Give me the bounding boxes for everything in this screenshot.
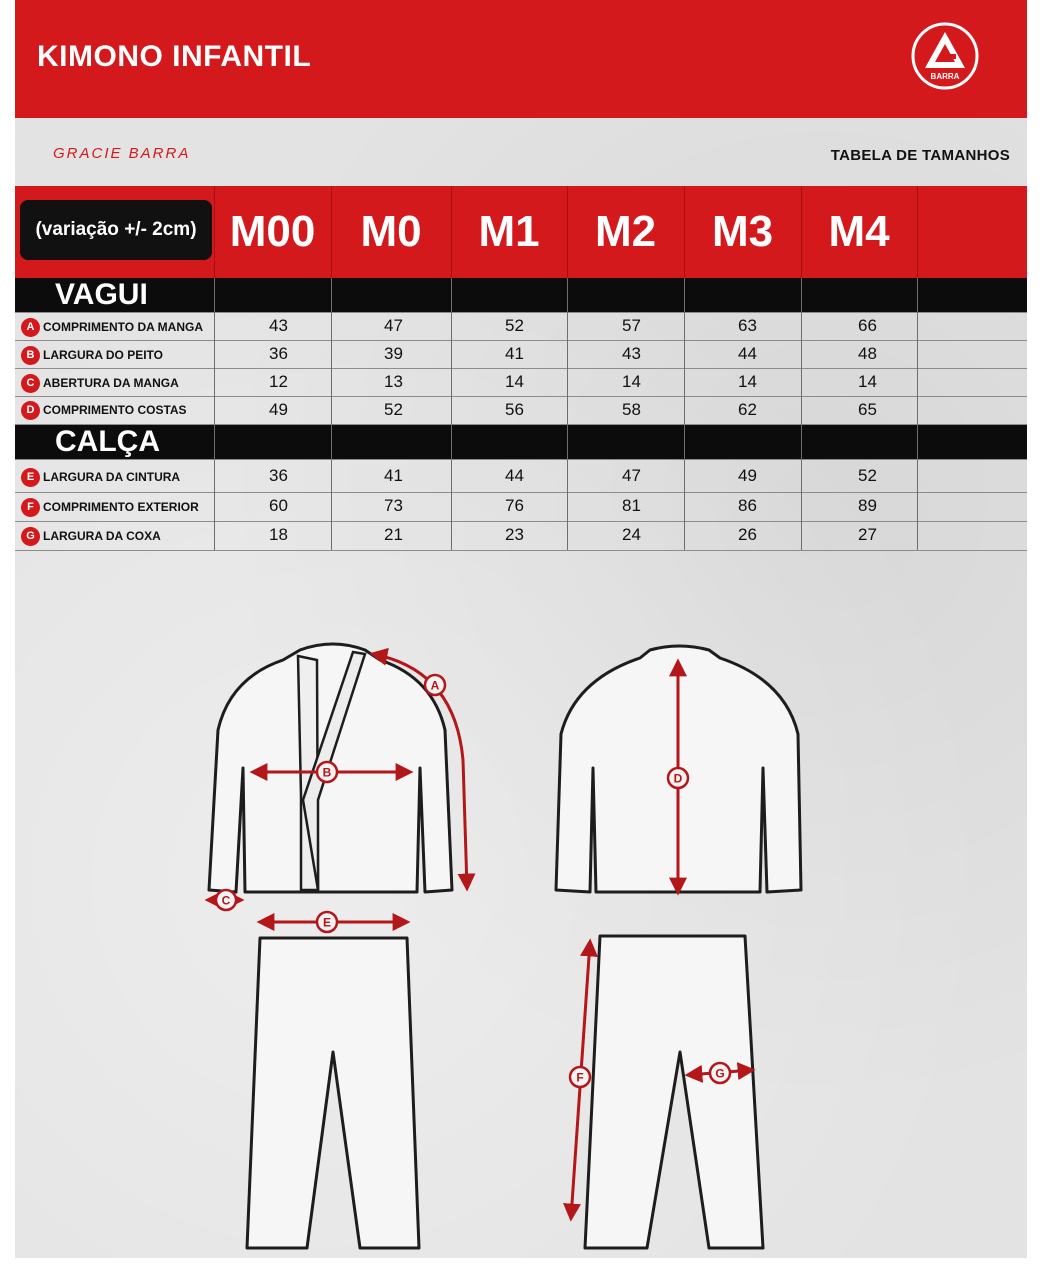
- column-divider: [567, 186, 568, 278]
- table-cell: 49: [269, 400, 288, 419]
- row-label-comprimento-da-manga: [21, 313, 203, 341]
- table-cell: 13: [384, 372, 403, 391]
- table-cell: 81: [622, 496, 641, 515]
- marker-b-icon: B: [21, 346, 40, 365]
- chart-subtitle: TABELA DE TAMANHOS: [830, 147, 1010, 164]
- table-cell: 47: [622, 466, 641, 485]
- marker-g-label: G: [715, 1066, 725, 1081]
- column-divider: [331, 186, 332, 278]
- size-header-m00: M00: [229, 207, 316, 256]
- row-label-comprimento-exterior: [21, 493, 199, 521]
- table-cell: 41: [505, 344, 524, 363]
- marker-d-label: D: [673, 771, 683, 786]
- row-label-comprimento-costas: [21, 396, 187, 424]
- table-cell: 48: [858, 344, 877, 363]
- marker-d-badge: [668, 768, 688, 788]
- table-cell: 24: [622, 525, 641, 544]
- row-divider: [15, 459, 1027, 460]
- table-cell: 49: [738, 466, 757, 485]
- marker-b-label: B: [322, 765, 332, 780]
- table-cell: 63: [738, 316, 757, 335]
- variation-note: (variação +/- 2cm): [20, 200, 212, 260]
- marker-e-label: E: [322, 915, 332, 930]
- section-bar-vagui: [15, 278, 1027, 312]
- marker-e-icon: E: [21, 468, 40, 487]
- row-label-text: COMPRIMENTO COSTAS: [43, 403, 187, 417]
- row-label-text: LARGURA DA CINTURA: [43, 470, 181, 484]
- table-cell: 76: [505, 496, 524, 515]
- table-cell: 21: [384, 525, 403, 544]
- table-cell: 47: [384, 316, 403, 335]
- table-cell: 56: [505, 400, 524, 419]
- table-cell: 57: [622, 316, 641, 335]
- marker-a-badge: [425, 675, 445, 695]
- column-divider: [451, 186, 452, 278]
- row-label-text: ABERTURA DA MANGA: [43, 376, 179, 390]
- size-header-m2: M2: [594, 207, 657, 256]
- table-cell: 52: [858, 466, 877, 485]
- section-title-vagui: VAGUI: [55, 278, 148, 311]
- table-cell: 27: [858, 525, 877, 544]
- table-cell: 14: [505, 372, 524, 391]
- marker-f-icon: F: [21, 498, 40, 517]
- table-cell: 86: [738, 496, 757, 515]
- table-cell: 43: [622, 344, 641, 363]
- table-cell: 58: [622, 400, 641, 419]
- title-bar: [15, 0, 1027, 118]
- table-cell: 44: [505, 466, 524, 485]
- table-cell: 60: [269, 496, 288, 515]
- table-cell: 41: [384, 466, 403, 485]
- measurement-diagram: [15, 550, 1027, 1258]
- column-divider: [801, 186, 802, 278]
- table-cell: 14: [858, 372, 877, 391]
- column-divider: [214, 186, 215, 278]
- marker-b-badge: [317, 762, 337, 782]
- pants-front-icon: [247, 938, 419, 1248]
- size-chart-sheet: [15, 0, 1027, 1258]
- page-title: KIMONO INFANTIL: [37, 40, 312, 73]
- marker-c-icon: C: [21, 374, 40, 393]
- size-header-m4: M4: [828, 207, 890, 256]
- table-cell: 52: [505, 316, 524, 335]
- marker-e-badge: [317, 912, 337, 932]
- table-cell: 36: [269, 466, 288, 485]
- gracie-barra-logo-icon: [911, 22, 979, 90]
- marker-c-label: C: [221, 893, 231, 908]
- row-label-text: COMPRIMENTO EXTERIOR: [43, 500, 199, 514]
- table-cell: 14: [738, 372, 757, 391]
- row-label-text: LARGURA DO PEITO: [43, 348, 164, 362]
- marker-a-label: A: [430, 678, 440, 693]
- table-cell: 23: [505, 525, 524, 544]
- table-cell: 73: [384, 496, 403, 515]
- table-cell: 12: [269, 372, 288, 391]
- marker-f-badge: [570, 1067, 590, 1087]
- logo-text: BARRA: [930, 72, 960, 81]
- table-cell: 43: [269, 316, 288, 335]
- size-header-m3: M3: [711, 207, 774, 256]
- section-title-calca: CALÇA: [55, 425, 160, 458]
- row-label-largura-da-coxa: [21, 522, 161, 550]
- table-cell: 44: [738, 344, 757, 363]
- table-cell: 39: [384, 344, 403, 363]
- row-label-text: LARGURA DA COXA: [43, 529, 161, 543]
- table-cell: 52: [384, 400, 403, 419]
- section-bar-calca: [15, 425, 1027, 459]
- row-divider: [15, 424, 1027, 425]
- table-cell: 89: [858, 496, 877, 515]
- column-divider: [214, 278, 215, 550]
- row-label-largura-da-cintura: [21, 463, 180, 491]
- table-cell: 14: [622, 372, 641, 391]
- row-label-largura-do-peito: [21, 341, 163, 369]
- marker-c-badge: [216, 890, 236, 910]
- table-cell: 18: [269, 525, 288, 544]
- marker-d-icon: D: [21, 401, 40, 420]
- brand-wordmark: GRACIE BARRA: [53, 145, 191, 162]
- marker-f-label: F: [576, 1070, 584, 1085]
- marker-a-icon: A: [21, 318, 40, 337]
- size-header-m0: M0: [360, 207, 422, 256]
- marker-g-icon: G: [21, 527, 40, 546]
- column-divider: [684, 186, 685, 278]
- row-label-text: COMPRIMENTO DA MANGA: [43, 320, 203, 334]
- pants-back-icon: [585, 936, 763, 1248]
- size-header-m1: M1: [478, 207, 540, 256]
- table-cell: 66: [858, 316, 877, 335]
- table-cell: 36: [269, 344, 288, 363]
- marker-g-badge: [710, 1063, 730, 1083]
- table-cell: 65: [858, 400, 877, 419]
- row-label-abertura-da-manga: [21, 369, 179, 397]
- table-cell: 26: [738, 525, 757, 544]
- column-divider: [917, 186, 918, 278]
- table-cell: 62: [738, 400, 757, 419]
